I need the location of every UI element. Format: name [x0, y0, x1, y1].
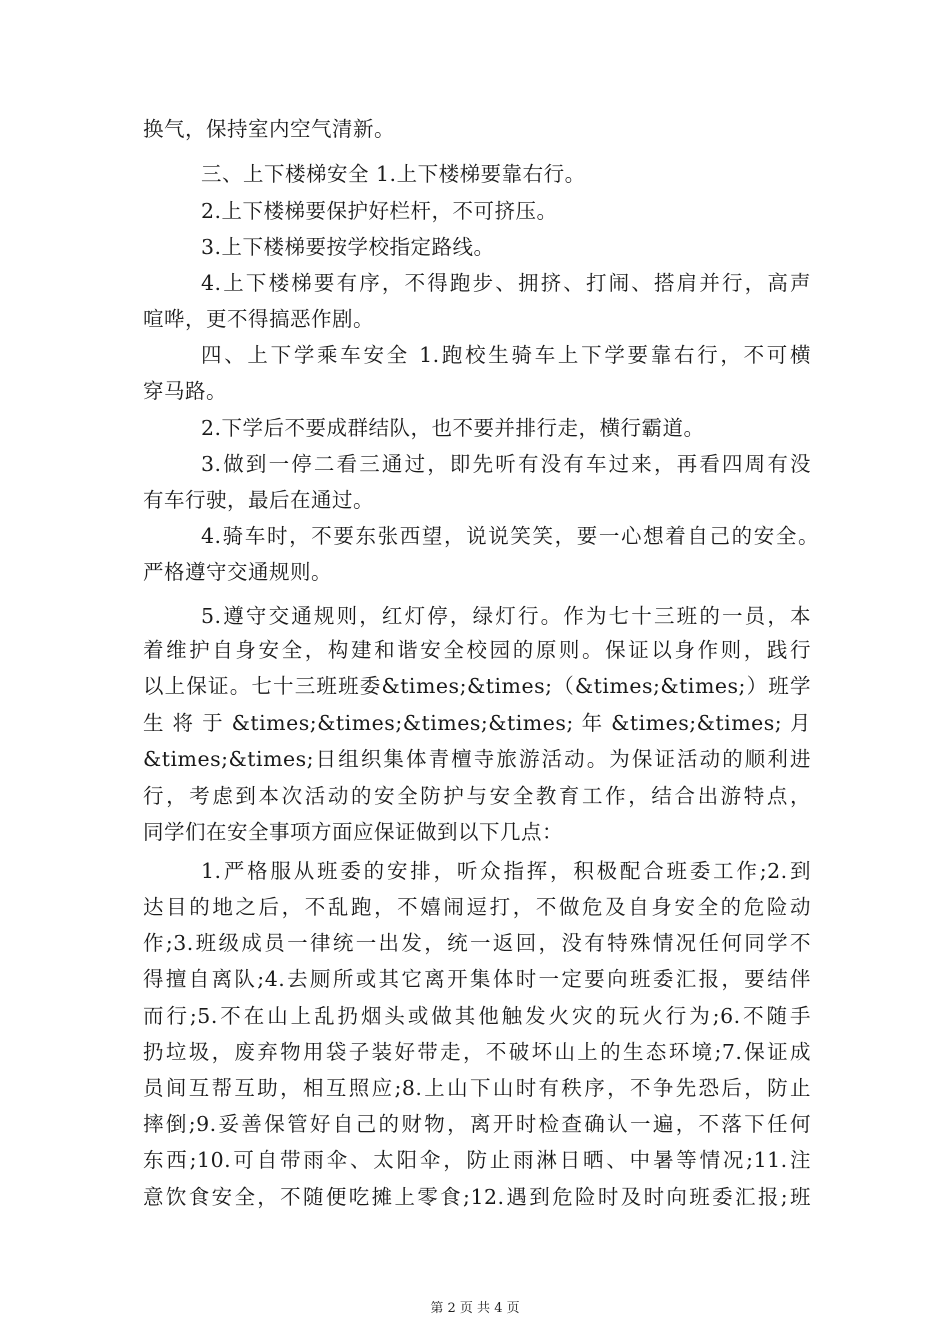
text-line: 4.上下楼梯要有序，不得跑步、拥挤、打闹、搭肩并行，高声	[201, 271, 811, 295]
text-line: 换气，保持室内空气清新。	[143, 117, 395, 141]
text-line: 三、上下楼梯安全 1.上下楼梯要靠右行。	[201, 162, 586, 186]
text-line: 1.严格服从班委的安排，听众指挥，积极配合班委工作;2.到	[201, 859, 811, 883]
text-line: 4.骑车时，不要东张西望，说说笑笑，要一心想着自己的安全。	[201, 524, 819, 548]
text-line: 员间互帮互助，相互照应;8.上山下山时有秩序，不争先恐后，防止	[143, 1076, 811, 1100]
text-line: 有车行驶，最后在通过。	[143, 488, 374, 512]
text-line: 作;3.班级成员一律统一出发，统一返回，没有特殊情况任何同学不	[143, 931, 811, 955]
text-line: 而行;5.不在山上乱扔烟头或做其他触发火灾的玩火行为;6.不随手	[143, 1004, 811, 1028]
text-line: 得擅自离队;4.去厕所或其它离开集体时一定要向班委汇报，要结伴	[143, 967, 811, 991]
text-line: &times;&times;日组织集体青檀寺旅游活动。为保证活动的顺利进	[143, 747, 811, 771]
text-line: 以上保证。七十三班班委&times;&times;（&times;&times;）班学	[143, 674, 811, 698]
text-line: 摔倒;9.妥善保管好自己的财物，离开时检查确认一遍，不落下任何	[143, 1112, 811, 1136]
text-line: 穿马路。	[143, 379, 227, 403]
text-line: 扔垃圾，废弃物用袋子装好带走，不破坏山上的生态环境;7.保证成	[143, 1040, 811, 1064]
text-line: 着维护自身安全，构建和谐安全校园的原则。保证以身作则，践行	[143, 638, 811, 662]
text-line: 东西;10.可自带雨伞、太阳伞，防止雨淋日晒、中暑等情况;11.注	[143, 1148, 811, 1172]
text-line: 5.遵守交通规则，红灯停，绿灯行。作为七十三班的一员，本	[201, 604, 811, 628]
text-line: 3.上下楼梯要按学校指定路线。	[201, 235, 495, 259]
text-line: 3.做到一停二看三通过，即先听有没有车过来，再看四周有没	[201, 452, 811, 476]
text-line: 严格遵守交通规则。	[143, 560, 332, 584]
text-line: 2.下学后不要成群结队，也不要并排行走，横行霸道。	[201, 416, 705, 440]
text-line: 意饮食安全，不随便吃摊上零食;12.遇到危险时及时向班委汇报;班	[143, 1185, 811, 1209]
text-line: 同学们在安全事项方面应保证做到以下几点：	[143, 820, 563, 844]
text-line: 达目的地之后，不乱跑，不嬉闹逗打，不做危及自身安全的危险动	[143, 895, 811, 919]
text-line: 行，考虑到本次活动的安全防护与安全教育工作，结合出游特点，	[143, 784, 811, 808]
text-line: 四、上下学乘车安全 1.跑校生骑车上下学要靠右行，不可横	[201, 343, 811, 367]
text-line: 2.上下楼梯要保护好栏杆，不可挤压。	[201, 199, 558, 223]
text-line: 喧哗，更不得搞恶作剧。	[143, 307, 374, 331]
text-line: 生 将 于 &times;&times;&times;&times; 年 &times;&times; 月	[143, 711, 811, 735]
page-number: 第 2 页 共 4 页	[430, 1301, 520, 1316]
